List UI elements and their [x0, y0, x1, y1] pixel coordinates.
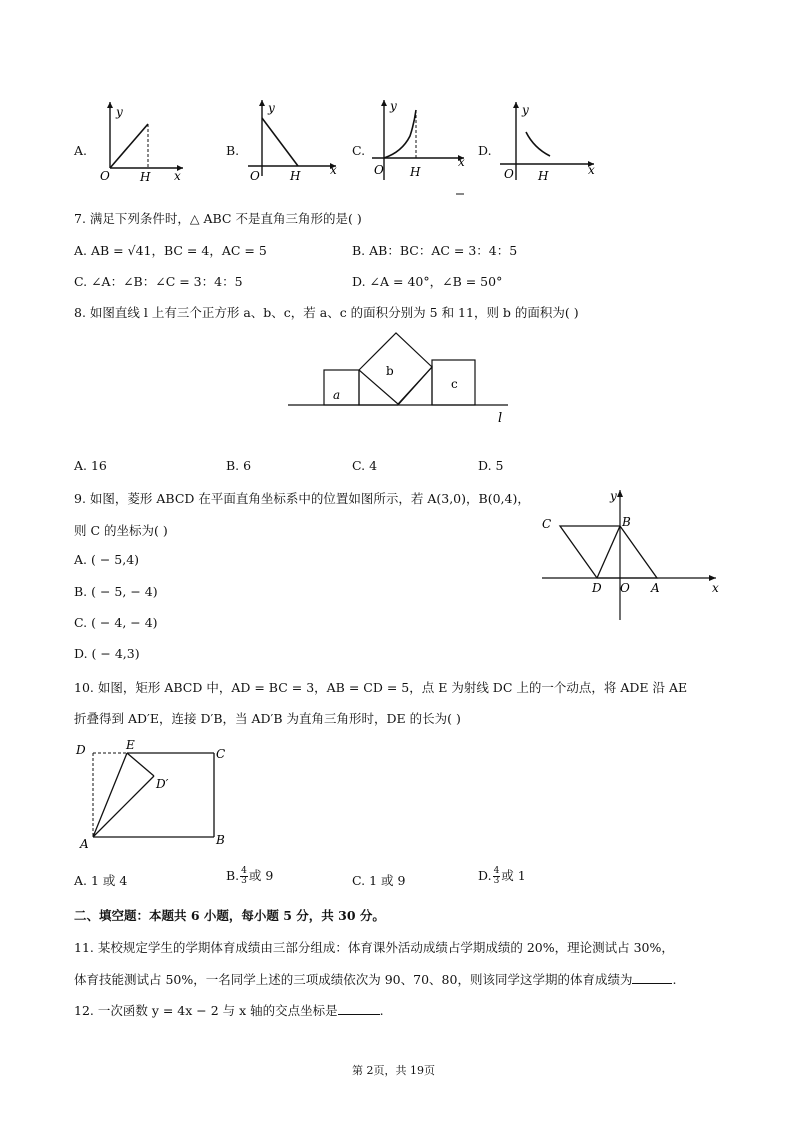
q10-point-b: B [216, 833, 225, 847]
q10-point-a: A [80, 837, 89, 851]
section-2-title: 二、填空题：本题共 6 小题，每小题 5 分，共 30 分。 [74, 908, 385, 923]
q6a-h-label: H [140, 170, 151, 184]
q6-graph-a [88, 98, 186, 186]
q6c-origin: O [374, 163, 384, 177]
q10-point-c: C [216, 747, 226, 761]
q10-option-b-fraction: $\frac{4}{3}$ [241, 866, 247, 886]
q6b-x-label: x [330, 163, 337, 177]
q10-option-d: D. $\frac{4}{3}$ 或 1 [478, 866, 526, 886]
q10-point-e: E [126, 738, 135, 752]
q9-y-label: y [610, 489, 617, 503]
q12-answer-blank[interactable] [338, 1004, 380, 1015]
q8-stem: 8. 如图直线 l 上有三个正方形 a、b、c，若 a、c 的面积分别为 5 和 11，则 b 的面积为( ) [74, 305, 579, 320]
q11-line1: 11. 某校规定学生的学期体育成绩由三部分组成：体育课外活动成绩占学期成绩的 20%，理论测试占 30%， [74, 940, 674, 955]
q7-option-d: D. ∠A = 40°，∠B = 50° [352, 274, 503, 289]
q8-square-b-label: b [386, 364, 394, 378]
q9-stem-line2: 则 C 的坐标为( ) [74, 523, 168, 538]
q10-stem-line2: 折叠得到 AD′E，连接 D′B，当 AD′B 为直角三角形时，DE 的长为( ) [74, 711, 461, 726]
q6d-origin: O [504, 167, 514, 181]
q8-squares-figure [284, 326, 514, 430]
q6d-x-label: x [588, 163, 595, 177]
q6-option-c-label: C. [352, 143, 366, 158]
q9-point-o: O [620, 581, 630, 595]
q7-option-b: B. AB：BC：AC = 3：4：5 [352, 243, 518, 258]
q8-option-c: C. 4 [352, 458, 378, 473]
q9-option-b: B. ( − 5, − 4) [74, 584, 158, 599]
q7-stem: 7. 满足下列条件时，△ ABC 不是直角三角形的是( ) [74, 211, 362, 226]
q9-x-label: x [712, 581, 719, 595]
q6-option-a-label: A. [74, 143, 88, 158]
q8-option-d: D. 5 [478, 458, 504, 473]
q9-option-a: A. ( − 5,4) [74, 552, 140, 567]
q6-option-b-label: B. [226, 143, 240, 158]
q9-point-b: B [622, 515, 631, 529]
q12-line: 12. 一次函数 y = 4x − 2 与 x 轴的交点坐标是 . [74, 1003, 384, 1018]
q10-option-d-fraction: $\frac{4}{3}$ [493, 866, 500, 886]
q6-graph-b [238, 96, 342, 186]
page-footer: 第 2页，共 19页 [352, 1064, 435, 1077]
q11-answer-blank[interactable] [632, 973, 672, 984]
q6b-origin: O [250, 169, 260, 183]
q9-rhombus-figure [538, 484, 728, 624]
q10-option-c: C. 1 或 9 [352, 873, 406, 888]
q10-point-d: D [76, 743, 86, 757]
q8-option-a: A. 16 [74, 458, 107, 473]
q9-point-a: A [651, 581, 660, 595]
q7-option-c: C. ∠A：∠B：∠C = 3：4：5 [74, 274, 243, 289]
q9-option-c: C. ( − 4, − 4) [74, 615, 158, 630]
q6a-x-label: x [174, 169, 181, 183]
q9-stem-line1: 9. 如图，菱形 ABCD 在平面直角坐标系中的位置如图所示，若 A(3,0)，B(0,4)， [74, 491, 530, 506]
q9-point-d: D [592, 581, 602, 595]
q6d-y-label: y [522, 103, 529, 117]
q10-stem-line1: 10. 如图，矩形 ABCD 中，AD = BC = 3，AB = CD = 5，点 E 为射线 DC 上的一个动点，将 ADE 沿 AE [74, 680, 688, 695]
q9-option-d: D. ( − 4,3) [74, 646, 140, 661]
q8-option-b: B. 6 [226, 458, 252, 473]
q10-point-d-prime: D′ [156, 777, 169, 791]
q8-line-l-label: l [498, 411, 503, 426]
q6c-h-label: H [410, 165, 421, 179]
q6-option-d-label: D. [478, 143, 492, 158]
q6d-h-label: H [538, 169, 549, 183]
q10-option-a: A. 1 或 4 [74, 873, 128, 888]
q6-graph-d [496, 98, 600, 186]
q8-square-a-label: a [333, 388, 341, 402]
q6b-h-label: H [290, 169, 301, 183]
q6a-origin: O [100, 169, 110, 183]
q10-option-b: B. $\frac{4}{3}$ 或 9 [226, 866, 274, 886]
q6c-y-label: y [390, 99, 397, 113]
q8-square-c-label: c [451, 377, 458, 391]
q6c-x-label: x [458, 155, 465, 169]
q6b-y-label: y [268, 101, 275, 115]
q11-line2: 体育技能测试占 50%，一名同学上述的三项成绩依次为 90、70、80，则该同学这学期的体育成绩为 . [74, 972, 677, 987]
q10-rectangle-figure [70, 734, 240, 852]
q7-option-a: A. AB = √41，BC = 4，AC = 5 [74, 243, 267, 258]
q9-point-c: C [542, 517, 552, 531]
q6-graph-c [368, 96, 472, 196]
q6a-y-label: y [116, 105, 123, 119]
